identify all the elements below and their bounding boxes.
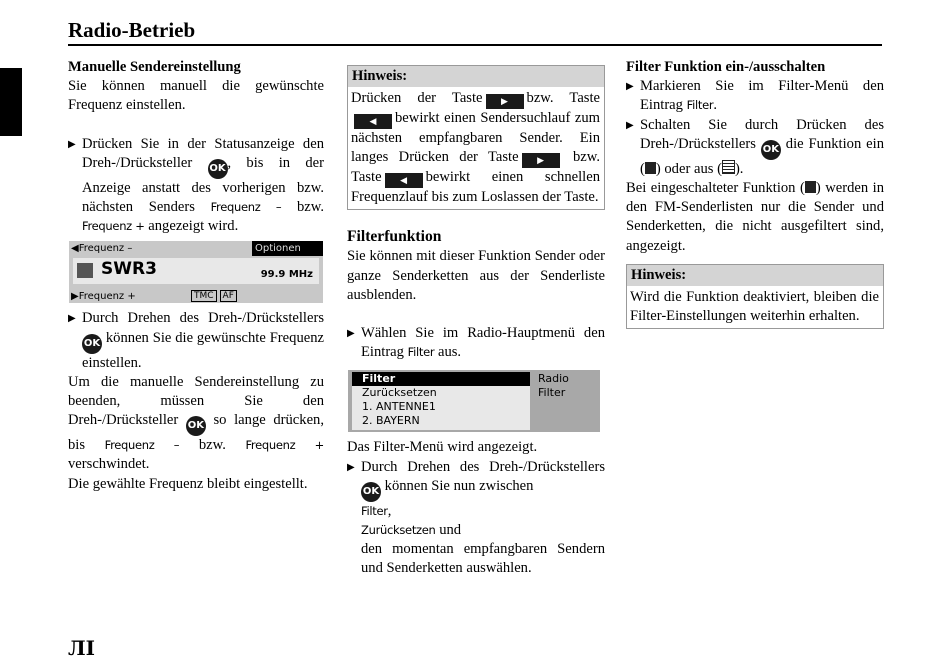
right-key-icon: ▶ xyxy=(486,94,524,109)
right-key-icon: ▶ xyxy=(522,153,560,168)
step-item: ▶ Durch Drehen des Dreh-/Drückstellers OK können Sie die gewünschte Frequenz einstellen. xyxy=(68,309,324,372)
intro-text: Sie können manuell die gewünschte Frequenz einstellen. xyxy=(68,78,324,114)
display-freq-plus: ▶Frequenz + xyxy=(71,291,136,303)
end-tuning-text: Um die manuelle Sendereinstellung zu beenden, müssen Sie den Dreh-/Drücksteller OK so lange drücken, bis Frequenz – bzw. Frequenz + verschwindet. xyxy=(68,373,324,473)
filter-off-icon xyxy=(722,160,735,174)
ok-knob-icon: OK xyxy=(761,140,781,160)
display-freq-minus: ◀Frequenz – xyxy=(71,243,133,255)
left-key-icon: ◀ xyxy=(354,114,392,129)
filter-on-icon xyxy=(805,181,816,193)
display-options: Optionen xyxy=(252,241,323,256)
bullet-triangle-icon: ▶ xyxy=(68,313,76,325)
ok-knob-icon: OK xyxy=(361,482,381,502)
note-title: Hinweis: xyxy=(627,265,883,286)
display-station: SWR3 xyxy=(101,259,157,280)
display-tag-tmc: TMC xyxy=(191,290,217,302)
ok-knob-icon: OK xyxy=(208,159,228,179)
final-text: Die gewählte Frequenz bleibt eingestellt. xyxy=(68,475,308,492)
ok-knob-icon: OK xyxy=(82,334,102,354)
filter-menu-list xyxy=(352,372,530,430)
note-body: Drücken der Taste ▶ bzw. Taste ◀ bewirkt einen Sendersuchlauf zum nächsten empfangbaren Sender. Ein langes Drücken der Taste ▶ bzw. Taste ◀ bewirkt einen schnellen Frequenzlauf bis zum Loslassen der Taste. xyxy=(351,90,601,206)
display-tag-af: AF xyxy=(220,290,237,302)
section-tab-marker xyxy=(0,68,22,136)
bullet-triangle-icon: ▶ xyxy=(68,138,76,150)
step-item: ▶ Markieren Sie im Filter-Menü den Eintrag Filter. xyxy=(626,77,884,115)
header-rule xyxy=(68,44,882,46)
bullet-triangle-icon: ▶ xyxy=(626,81,634,93)
page-title: Radio-Betrieb xyxy=(68,18,196,42)
menu-item: 1. ANTENNE1 xyxy=(362,400,436,414)
note-body: Wird die Funktion deaktiviert, bleiben die Filter-Einstellungen weiterhin erhalten. xyxy=(630,288,879,325)
filter-effect-text: Bei eingeschalteter Funktion ( ) werden in den FM-Senderlisten nur die Sender und Senderketten, die nicht ausgefiltert sind, angezeigt. xyxy=(626,180,884,254)
menu-side-filter: Filter xyxy=(538,386,566,400)
filter-menu-shown: Das Filter-Menü wird angezeigt. xyxy=(347,439,538,456)
note-box xyxy=(626,264,884,329)
display-frequency: 99.9 MHz xyxy=(260,269,313,281)
filter-menu-screenshot xyxy=(348,370,600,432)
filter-on-icon xyxy=(645,162,656,174)
step-item: ▶ Schalten Sie durch Drücken des Dreh-/Drückstellers OK die Funktion ein ( ) oder aus ( ). xyxy=(626,116,884,179)
column-3 xyxy=(626,58,884,329)
column-2 xyxy=(347,58,605,579)
column-1 xyxy=(68,58,324,494)
radio-display-screenshot xyxy=(69,241,323,303)
filter-intro: Sie können mit dieser Funktion Sender oder ganze Senderketten aus der Senderliste ausblenden. xyxy=(347,248,605,303)
step-item: ▶ Durch Drehen des Dreh-/Drückstellers OK können Sie nun zwischen Filter, Zurücksetzen und den momentan empfangbaren Sendern und Senderketten auswählen. xyxy=(347,458,605,579)
note-title: Hinweis: xyxy=(348,66,604,87)
bullet-triangle-icon: ▶ xyxy=(626,119,634,131)
menu-item: Filter xyxy=(352,372,530,386)
page-footer-mark: ЛІ xyxy=(68,636,96,660)
heading-manual-tuning: Manuelle Sendereinstellung xyxy=(68,59,241,75)
ok-knob-icon: OK xyxy=(186,416,206,436)
note-box xyxy=(347,65,605,210)
menu-item: 2. BAYERN xyxy=(362,414,420,428)
menu-side-radio: Radio xyxy=(538,372,569,386)
heading-filter: Filterfunktion xyxy=(347,228,442,246)
bullet-triangle-icon: ▶ xyxy=(347,328,355,340)
heading-filter-toggle: Filter Funktion ein-/ausschalten xyxy=(626,59,826,75)
bullet-triangle-icon: ▶ xyxy=(347,461,355,473)
menu-item: Zurücksetzen xyxy=(362,386,437,400)
station-filter-icon xyxy=(77,263,93,278)
step-item: ▶ Wählen Sie im Radio-Hauptmenü den Eintrag Filter aus. xyxy=(347,324,605,362)
step-item: ▶ Drücken Sie in der Statusanzeige den Dreh-/Drücksteller OK , bis in der Anzeige anstatt des vorherigen bzw. nächsten Senders Frequenz – bzw. Frequenz + angezeigt wird. xyxy=(68,135,324,237)
left-key-icon: ◀ xyxy=(385,173,423,188)
